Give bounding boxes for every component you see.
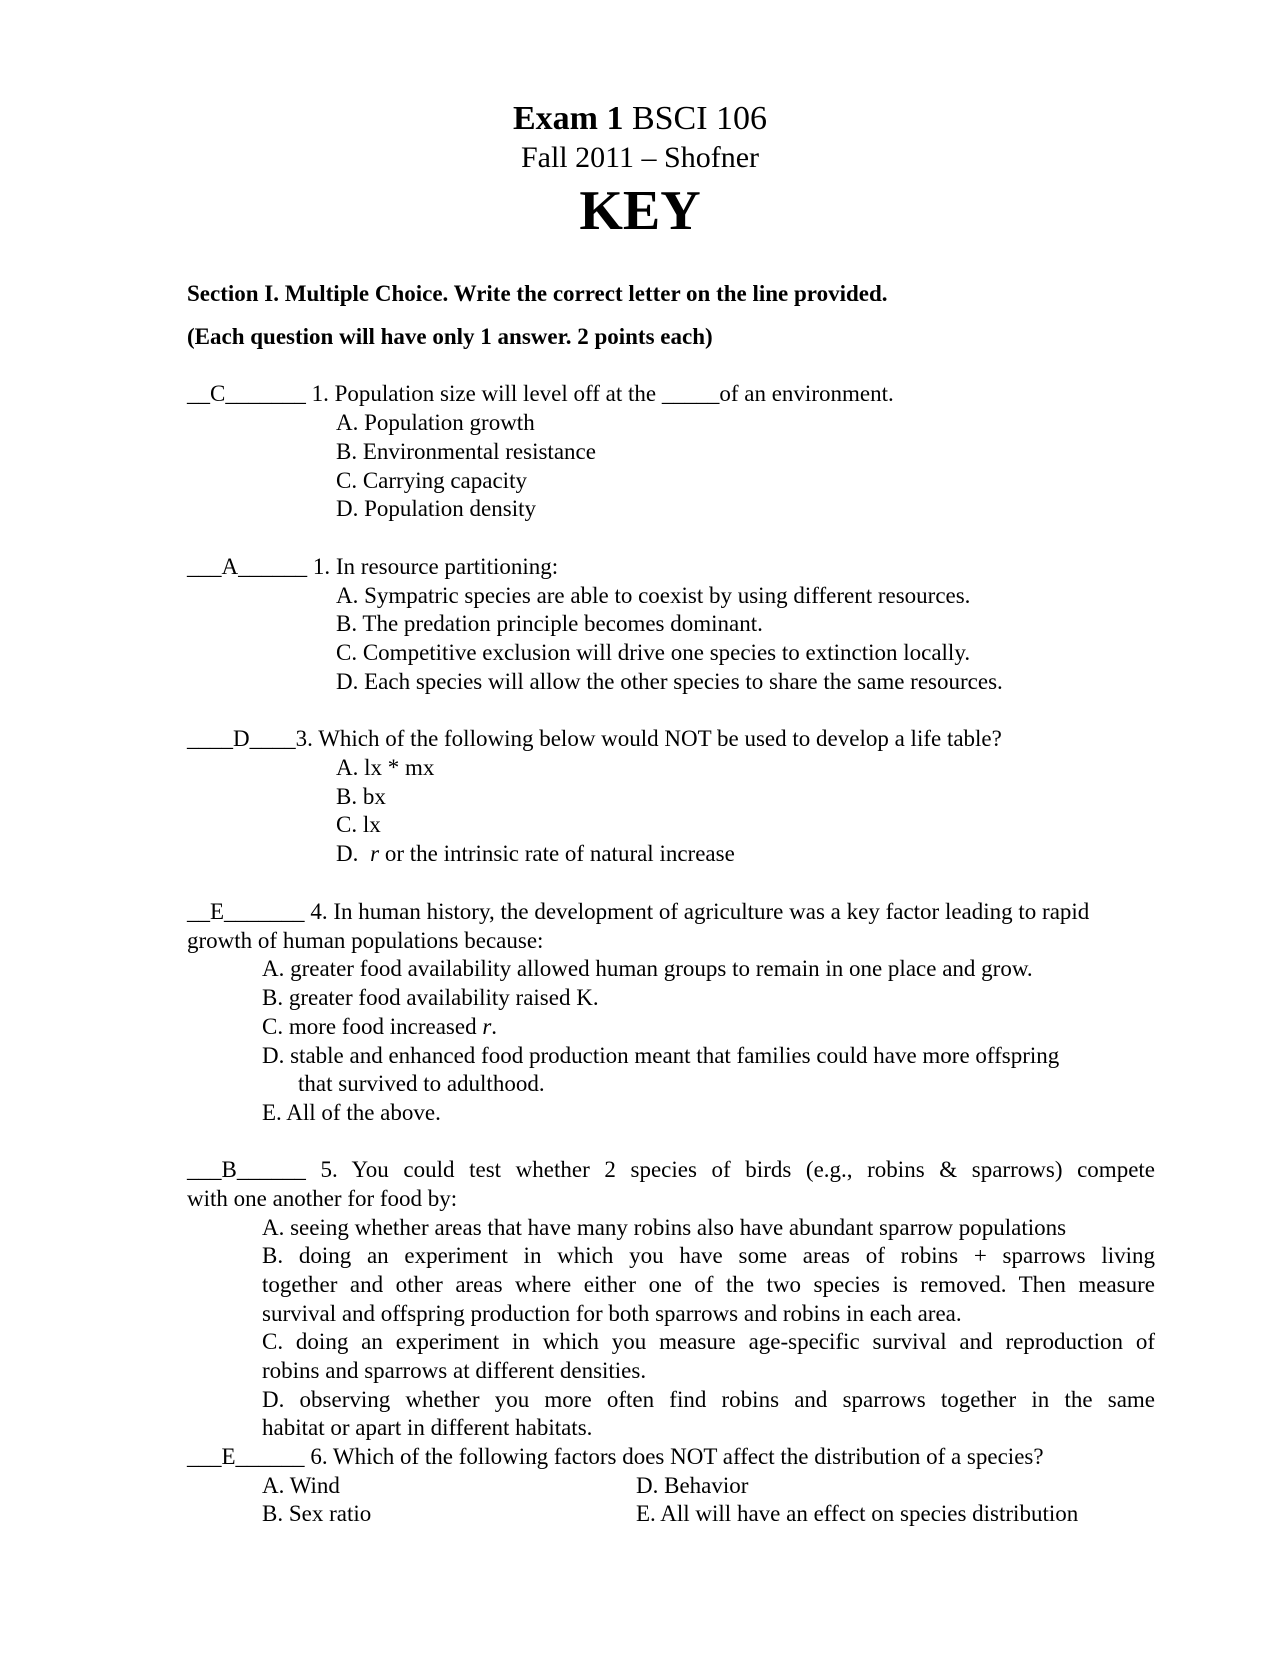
exam-title (0, 98, 1280, 140)
answer-blank-2: ___A______ (187, 554, 308, 579)
question-6-text: 6. Which of the following factors does NOT affect the distribution of a species? (310, 1444, 1044, 1469)
q4-option-d: D. stable and enhanced food production meant that families could have more offspring (262, 1043, 1060, 1068)
q4-option-a: A. greater food availability allowed human groups to remain in one place and grow. (262, 956, 1033, 981)
key-heading: KEY (579, 180, 701, 242)
answer-blank-1: __C_______ (187, 381, 306, 406)
q5-option-d (262, 1386, 1155, 1414)
section-instructions: Section I. Multiple Choice. Write the correct letter on the line provided. (187, 281, 888, 306)
answer-blank-5: ___B______ (187, 1157, 306, 1182)
question-1 (187, 380, 894, 408)
answer-blank-6: ___E______ (187, 1444, 305, 1469)
q5-option-a: A. seeing whether areas that have many robins also have abundant sparrow populations (262, 1215, 1067, 1240)
q5-option-d-line1: D. observing whether you more often find robins and sparrows together in the same (262, 1387, 1155, 1412)
q6-option-a: A. Wind (262, 1473, 340, 1498)
q5-option-b-cont2: survival and offspring production for both sparrows and robins in each area. (262, 1301, 962, 1326)
question-2 (187, 553, 558, 581)
q2-option-a: A. Sympatric species are able to coexist by using different resources. (336, 583, 971, 608)
question-5 (187, 1156, 1155, 1184)
question-4-text-cont: growth of human populations because: (187, 928, 544, 953)
q1-option-d: D. Population density (336, 496, 536, 521)
q6-option-e: E. All will have an effect on species distribution (636, 1501, 1079, 1526)
q5-option-c-line1: C. doing an experiment in which you measure age-specific survival and reproduction of (262, 1329, 1155, 1354)
q2-option-d: D. Each species will allow the other species to share the same resources. (336, 669, 1003, 694)
q1-option-c: C. Carrying capacity (336, 468, 527, 493)
exam-number: Exam 1 (512, 100, 624, 137)
question-5-text-cont: with one another for food by: (187, 1186, 458, 1211)
q4-option-c-italic: r (482, 1014, 492, 1039)
question-1-text: 1. Population size will level off at the _____of an environment. (311, 381, 894, 406)
q5-option-c-cont: robins and sparrows at different densities. (262, 1358, 647, 1383)
answer-blank-3: ____D____ (187, 726, 296, 751)
q5-option-b-line1: B. doing an experiment in which you have some areas of robins + sparrows living (262, 1243, 1155, 1268)
answer-blank-4: __E_______ (187, 899, 305, 924)
question-4 (187, 898, 1089, 926)
q3-option-d-text: or the intrinsic rate of natural increase (379, 841, 735, 866)
q5-option-b (262, 1242, 1155, 1270)
question-6 (187, 1443, 1044, 1471)
q4-option-c-text: C. more food increased (262, 1014, 483, 1039)
q6-option-b: B. Sex ratio (262, 1501, 372, 1526)
q3-option-d-italic: r (370, 841, 380, 866)
q2-option-b: B. The predation principle becomes dominant. (336, 611, 763, 636)
q3-option-c: C. lx (336, 812, 381, 837)
q4-option-c (262, 1013, 497, 1041)
q3-option-d (336, 840, 735, 868)
q5-option-b-cont1 (262, 1271, 1155, 1299)
q2-option-c: C. Competitive exclusion will drive one species to extinction locally. (336, 640, 971, 665)
question-5-text: 5. You could test whether 2 species of birds (e.g., robins & sparrows) compete (320, 1157, 1155, 1182)
q6-option-d: D. Behavior (636, 1473, 749, 1498)
question-4-text: 4. In human history, the development of agriculture was a key factor leading to rapid (310, 899, 1090, 924)
q4-option-b: B. greater food availability raised K. (262, 985, 599, 1010)
q5-option-d-cont: habitat or apart in different habitats. (262, 1415, 593, 1440)
question-3-text: 3. Which of the following below would NOT be used to develop a life table? (295, 726, 1002, 751)
section-points-note: (Each question will have only 1 answer. 2 points each) (187, 324, 713, 349)
exam-term: Fall 2011 – Shofner (520, 141, 760, 174)
question-3 (187, 725, 1002, 753)
q3-option-b: B. bx (336, 784, 386, 809)
q4-option-d-cont: that survived to adulthood. (298, 1071, 545, 1096)
q5-option-b-line2: together and other areas where either one of the two species is removed. Then measure (262, 1272, 1155, 1297)
course-code: BSCI 106 (631, 100, 768, 137)
q3-option-a: A. lx * mx (336, 755, 435, 780)
q1-option-a: A. Population growth (336, 410, 535, 435)
q3-option-d-label: D. (336, 841, 359, 866)
q1-option-b: B. Environmental resistance (336, 439, 596, 464)
q5-option-c (262, 1328, 1155, 1356)
question-2-text: 1. In resource partitioning: (312, 554, 559, 579)
q4-option-e: E. All of the above. (262, 1100, 441, 1125)
question-5-line (187, 1156, 1155, 1184)
q4-option-c-end: . (491, 1014, 498, 1039)
